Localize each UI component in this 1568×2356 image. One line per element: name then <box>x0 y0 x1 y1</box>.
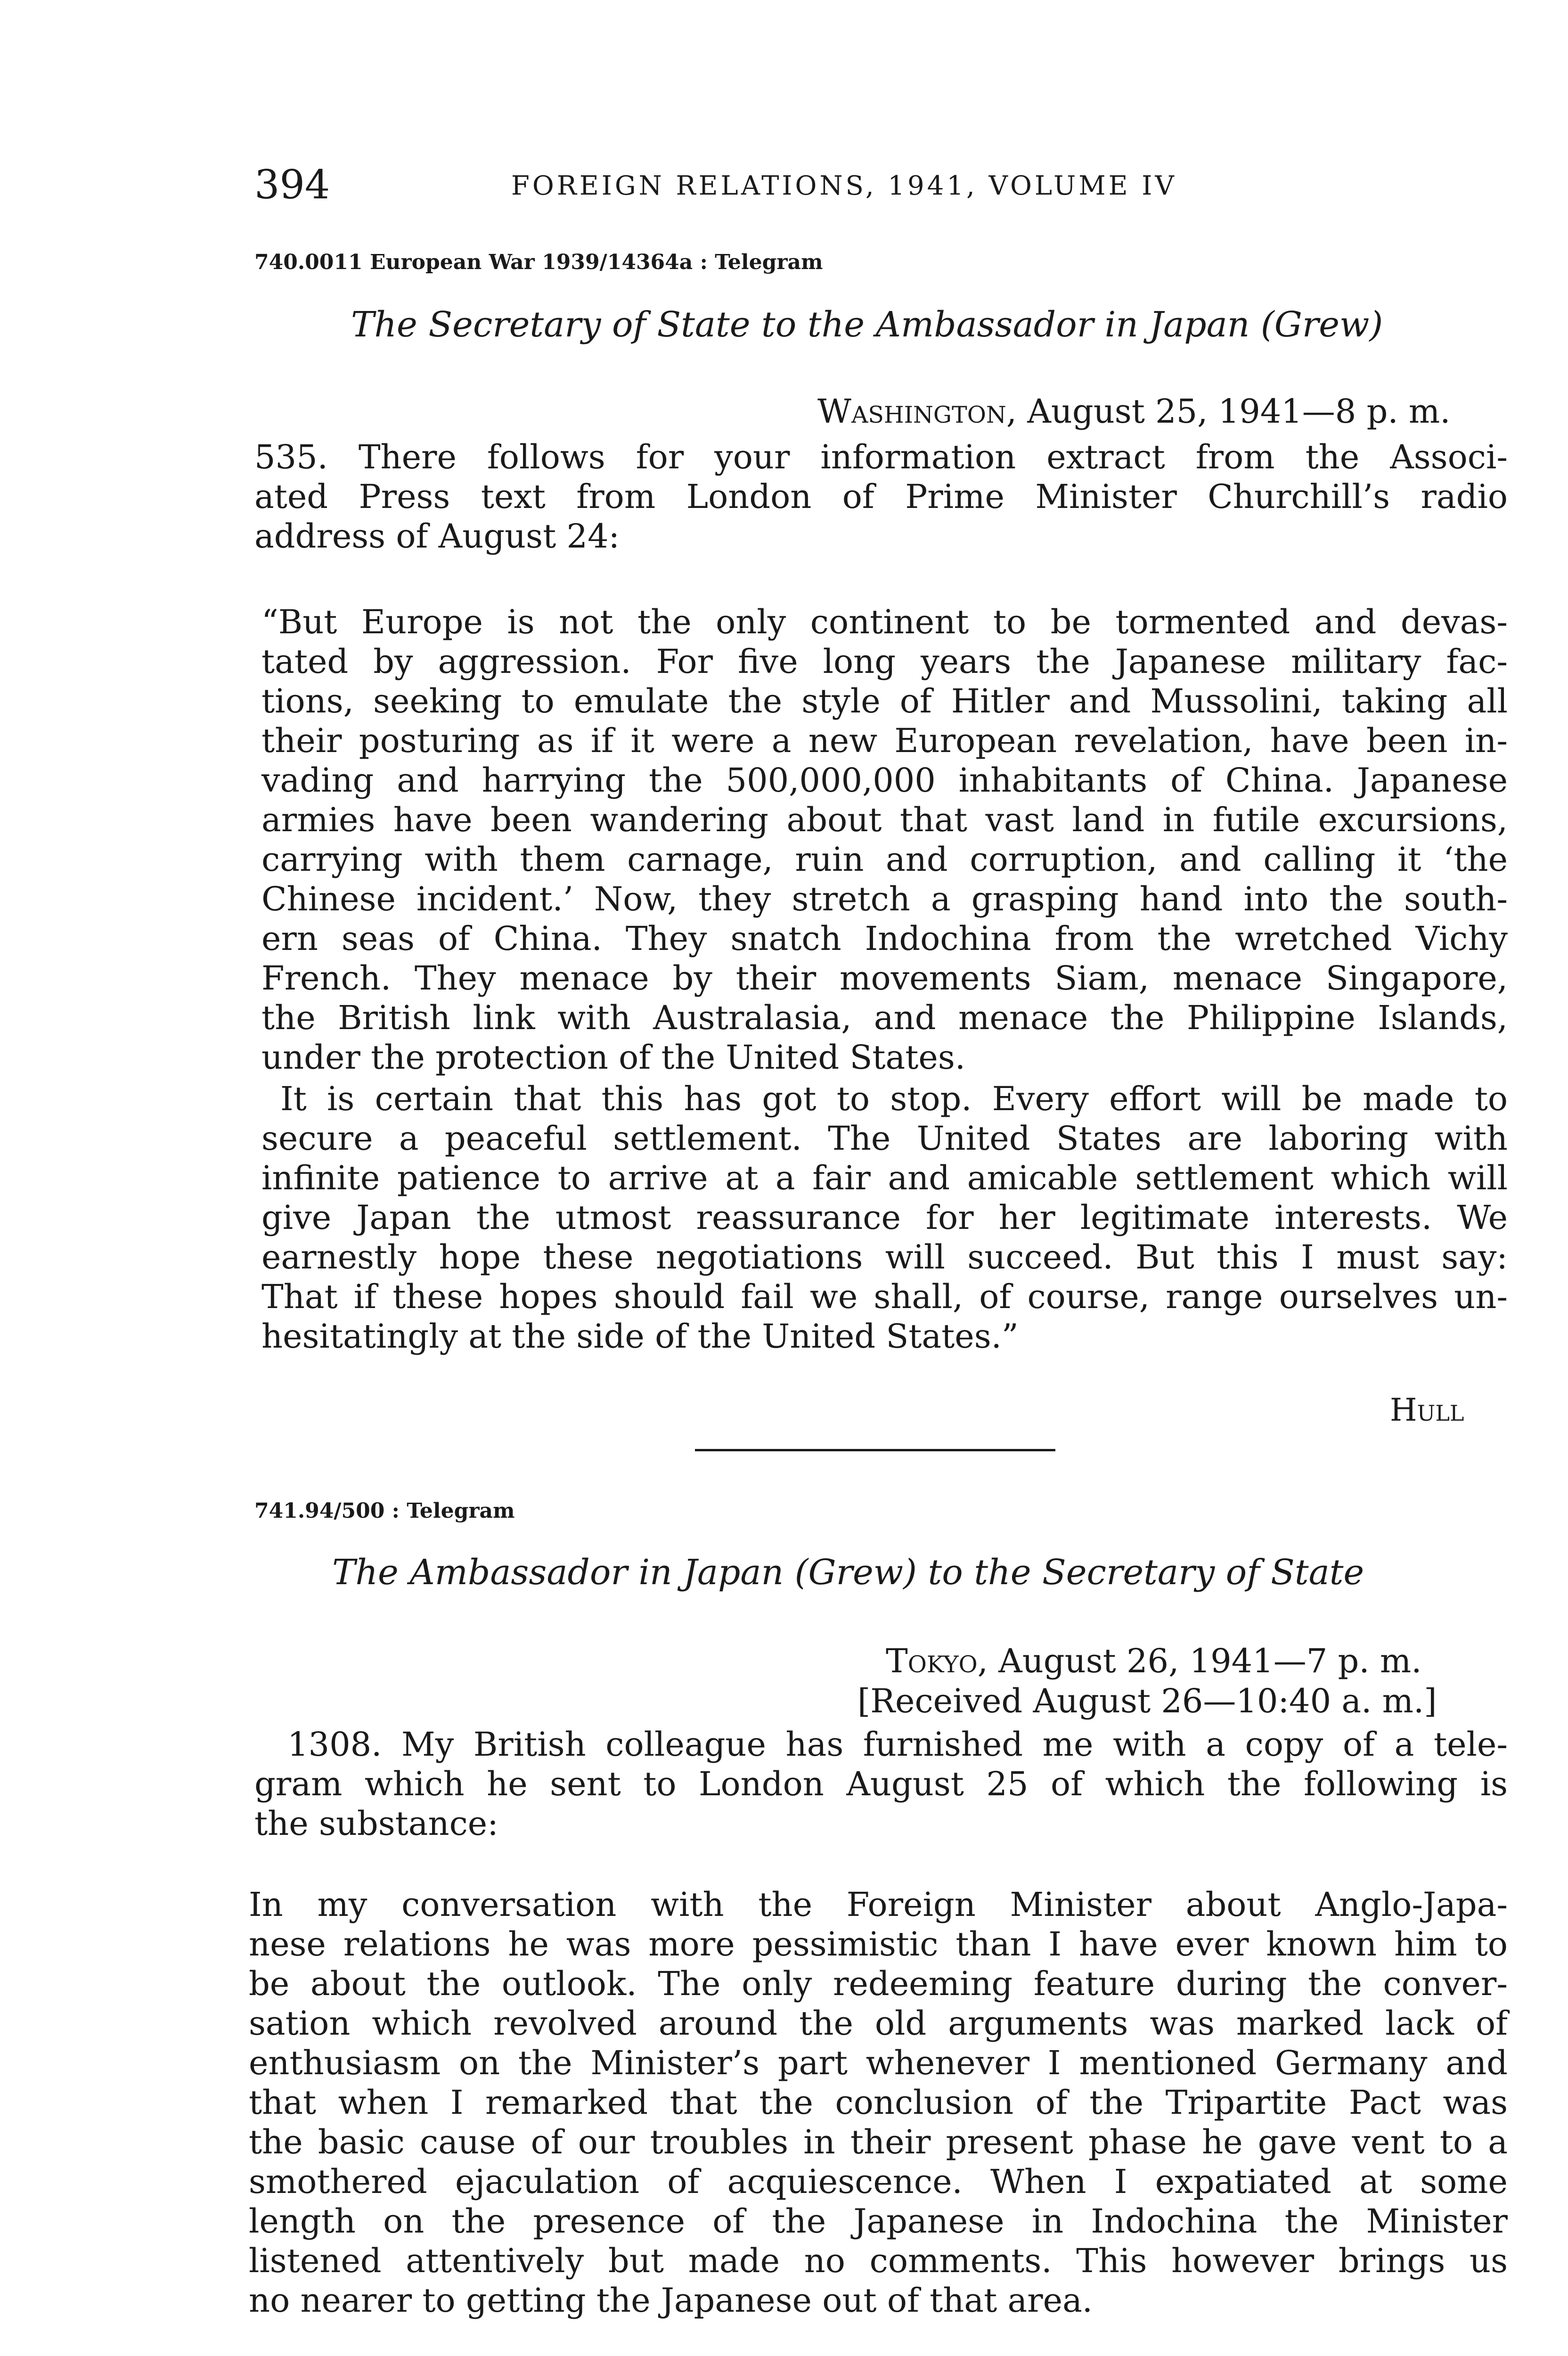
doc2-quote-line: nese relations he was more pessimistic than I have ever known him to <box>249 1925 1508 1963</box>
doc2-title: The Ambassador in Japan (Grew) to the Secretary of State <box>332 1552 1364 1593</box>
doc1-quote-line: armies have been wandering about that vast land in futile excursions, <box>261 801 1508 839</box>
doc1-dateline-date: , August 25, 1941—8 p. m. <box>1006 392 1451 431</box>
doc1-quote-line: give Japan the utmost reassurance for her legitimate interests. We <box>261 1198 1508 1237</box>
doc1-quote-line: secure a peaceful settlement. The United States are laboring with <box>261 1119 1508 1158</box>
doc1-quote-line: Chinese incident.’ Now, they stretch a grasping hand into the south- <box>261 880 1508 918</box>
page-number: 394 <box>254 162 330 208</box>
doc2-quote-line: sation which revolved around the old arguments was marked lack of <box>249 2004 1508 2043</box>
doc1-signature: Hull <box>1390 1392 1464 1428</box>
doc1-quote-paragraph-1 <box>261 602 1508 1077</box>
doc2-quote-line: be about the outlook. The only redeeming feature during the conver- <box>249 1964 1508 2003</box>
doc2-file-ref: 741.94/500 : Telegram <box>254 1499 515 1523</box>
running-title: FOREIGN RELATIONS, 1941, VOLUME IV <box>511 171 1177 201</box>
doc2-received: [Received August 26—10:40 a. m.] <box>858 1682 1437 1720</box>
doc1-quote-line: French. They menace by their movements Siam, menace Singapore, <box>261 959 1508 998</box>
doc2-intro-line: gram which he sent to London August 25 of which the following is <box>254 1765 1508 1803</box>
doc1-intro-paragraph <box>254 437 1508 556</box>
doc2-dateline-place: Tokyo <box>886 1642 978 1680</box>
doc2-quote-line: the basic cause of our troubles in their present phase he gave vent to a <box>249 2123 1508 2161</box>
doc1-quote-line: tions, seeking to emulate the style of Hitler and Mussolini, taking all <box>261 682 1508 720</box>
doc1-intro-line: address of August 24: <box>254 517 620 556</box>
doc1-quote-line: the British link with Australasia, and menace the Philippine Islands, <box>261 998 1508 1037</box>
doc2-quote-line: no nearer to getting the Japanese out of that area. <box>249 2281 1093 2320</box>
section-divider <box>695 1449 1055 1451</box>
doc1-quote-line: tated by aggression. For five long years the Japanese military fac- <box>261 642 1508 681</box>
doc2-quote-line: smothered ejaculation of acquiescence. When I expatiated at some <box>249 2162 1508 2201</box>
doc1-quote-line: their posturing as if it were a new European revelation, have been in- <box>261 721 1508 760</box>
doc2-dateline-date: , August 26, 1941—7 p. m. <box>977 1642 1422 1680</box>
doc1-quote-line: That if these hopes should fail we shall, of course, range ourselves un- <box>261 1277 1508 1316</box>
doc2-quote-line: that when I remarked that the conclusion of the Tripartite Pact was <box>249 2083 1508 2122</box>
doc2-intro-paragraph <box>254 1725 1508 1843</box>
doc1-dateline <box>817 392 1451 431</box>
doc1-quote-line: carrying with them carnage, ruin and corruption, and calling it ‘the <box>261 840 1508 879</box>
doc1-intro-line: 535. There follows for your information extract from the Associ- <box>254 438 1508 476</box>
doc2-dateline <box>886 1642 1422 1680</box>
doc2-quote-line: listened attentively but made no comments. This however brings us <box>249 2241 1508 2280</box>
doc1-quote-line: hesitatingly at the side of the United States.” <box>261 1317 1019 1356</box>
doc1-quote-line: “But Europe is not the only continent to be tormented and devas- <box>261 603 1508 641</box>
doc2-intro-line: 1308. My British colleague has furnished me with a copy of a tele- <box>287 1725 1508 1764</box>
doc2-quote-line: In my conversation with the Foreign Minister about Anglo-Japa- <box>249 1885 1508 1924</box>
doc2-quote-line: length on the presence of the Japanese in Indochina the Minister <box>249 2202 1508 2241</box>
doc1-quote-line: earnestly hope these negotiations will succeed. But this I must say: <box>261 1238 1508 1276</box>
doc1-quote-line: infinite patience to arrive at a fair and amicable settlement which will <box>261 1159 1508 1197</box>
doc1-quote-line: It is certain that this has got to stop. Every effort will be made to <box>280 1080 1508 1118</box>
doc2-quote-paragraph <box>249 1885 1508 2320</box>
doc1-quote-line: vading and harrying the 500,000,000 inhabitants of China. Japanese <box>261 761 1508 800</box>
doc2-quote-line: enthusiasm on the Minister’s part whenever I mentioned Germany and <box>249 2044 1508 2082</box>
doc1-intro-line: ated Press text from London of Prime Minister Churchill’s radio <box>254 477 1508 516</box>
doc1-title: The Secretary of State to the Ambassador in Japan (Grew) <box>351 304 1383 345</box>
doc2-intro-line: the substance: <box>254 1804 498 1843</box>
doc1-quote-paragraph-2 <box>261 1079 1508 1356</box>
doc1-file-ref: 740.0011 European War 1939/14364a : Telegram <box>254 250 823 274</box>
doc1-dateline-place: Washington <box>817 392 1006 431</box>
doc1-quote-line: ern seas of China. They snatch Indochina from the wretched Vichy <box>261 919 1508 958</box>
doc1-quote-line: under the protection of the United States. <box>261 1038 965 1077</box>
